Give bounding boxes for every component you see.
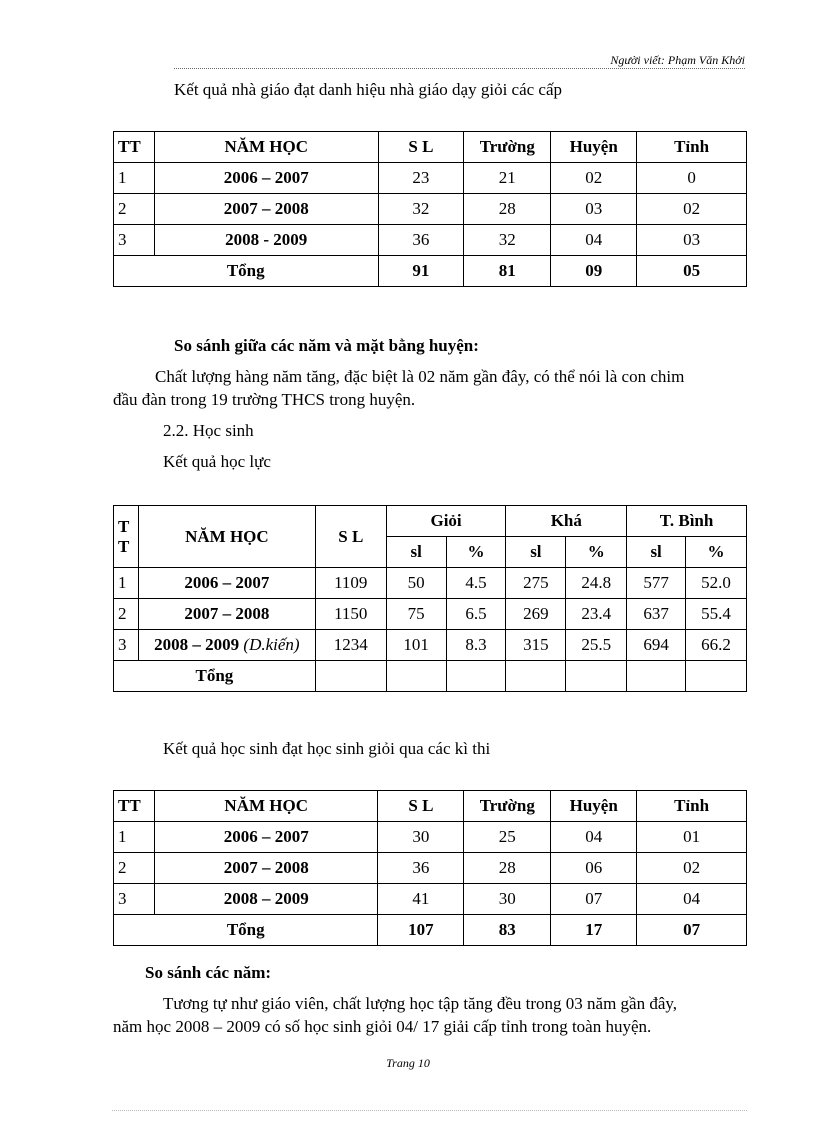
cell-sl: 23 xyxy=(378,163,464,194)
table-header-row xyxy=(114,791,747,822)
cell-kha-pct: 23.4 xyxy=(566,599,627,630)
table-row xyxy=(114,599,747,630)
page-number: Trang 10 xyxy=(386,1056,430,1070)
cell-truong: 25 xyxy=(464,822,551,853)
total-huyen: 09 xyxy=(551,256,637,287)
header-tt: T T xyxy=(114,506,139,568)
cell-truong: 21 xyxy=(464,163,551,194)
total-truong: 81 xyxy=(464,256,551,287)
total-gioi-pct xyxy=(446,661,506,692)
header-tt: TT xyxy=(114,791,155,822)
total-tinh: 07 xyxy=(637,915,747,946)
compare2-line2: năm học 2008 – 2009 có số học sinh giỏi 04/ 17 giải cấp tỉnh trong toàn huyện. xyxy=(113,1017,652,1036)
compare1-line1: Chất lượng hàng năm tăng, đặc biệt là 02 năm gần đây, có thể nói là con chim xyxy=(155,367,685,386)
cell-tt: 3 xyxy=(114,225,155,256)
cell-gioi-pct: 8.3 xyxy=(446,630,506,661)
cell-huyen: 02 xyxy=(551,163,637,194)
cell-sl: 41 xyxy=(378,884,464,915)
total-gioi-sl xyxy=(386,661,446,692)
table-total-row xyxy=(114,661,747,692)
cell-year: 2006 – 2007 xyxy=(154,163,378,194)
header-tinh: Tỉnh xyxy=(637,132,747,163)
table1-title: Kết quả nhà giáo đạt danh hiệu nhà giáo dạy giỏi các cấp xyxy=(174,80,563,99)
total-sl: 107 xyxy=(378,915,464,946)
cell-truong: 30 xyxy=(464,884,551,915)
cell-tb-sl: 577 xyxy=(627,568,686,599)
cell-tb-sl: 637 xyxy=(627,599,686,630)
compare1-line2: đầu đàn trong 19 trường THCS trong huyện. xyxy=(113,390,416,409)
cell-kha-pct: 25.5 xyxy=(566,630,627,661)
cell-truong: 32 xyxy=(464,225,551,256)
cell-tt: 2 xyxy=(114,853,155,884)
cell-tt: 1 xyxy=(114,163,155,194)
cell-huyen: 06 xyxy=(551,853,637,884)
cell-gioi-sl: 101 xyxy=(386,630,446,661)
teacher-award-table xyxy=(113,131,747,287)
cell-sl: 1109 xyxy=(315,568,386,599)
table-total-row xyxy=(114,256,747,287)
cell-year-text: 2007 – 2008 xyxy=(184,604,270,623)
cell-gioi-pct: 6.5 xyxy=(446,599,506,630)
cell-kha-pct: 24.8 xyxy=(566,568,627,599)
total-huyen: 17 xyxy=(551,915,637,946)
cell-gioi-pct: 4.5 xyxy=(446,568,506,599)
cell-tinh: 01 xyxy=(637,822,747,853)
total-tb-pct xyxy=(686,661,747,692)
header-gioi-pct: % xyxy=(446,537,506,568)
table-row xyxy=(114,194,747,225)
cell-huyen: 03 xyxy=(551,194,637,225)
cell-tb-pct: 52.0 xyxy=(686,568,747,599)
header-truong: Trường xyxy=(464,132,551,163)
header-truong: Trường xyxy=(464,791,551,822)
header-kha: Khá xyxy=(506,506,627,537)
cell-tt: 1 xyxy=(114,822,155,853)
table-header-row xyxy=(114,132,747,163)
header-kha-pct: % xyxy=(566,537,627,568)
cell-year: 2008 - 2009 xyxy=(154,225,378,256)
total-label: Tổng xyxy=(114,661,316,692)
cell-gioi-sl: 50 xyxy=(386,568,446,599)
header-author: Người viết: Phạm Văn Khởi xyxy=(610,53,745,67)
cell-year xyxy=(138,599,315,630)
header-tb: T. Bình xyxy=(627,506,747,537)
cell-tinh: 03 xyxy=(637,225,747,256)
table3-title: Kết quả học sinh đạt học sinh giỏi qua các kì thi xyxy=(163,739,491,758)
header-year: NĂM HỌC xyxy=(154,132,378,163)
header-huyen: Huyện xyxy=(551,132,637,163)
cell-year-text: 2008 – 2009 xyxy=(154,635,240,654)
table-total-row xyxy=(114,915,747,946)
cell-year: 2007 – 2008 xyxy=(154,853,378,884)
cell-huyen: 04 xyxy=(551,225,637,256)
header-huyen: Huyện xyxy=(551,791,637,822)
cell-kha-sl: 315 xyxy=(506,630,566,661)
cell-kha-sl: 269 xyxy=(506,599,566,630)
table-row xyxy=(114,163,747,194)
table-row xyxy=(114,568,747,599)
table2-title: Kết quả học lực xyxy=(163,452,271,471)
compare2-line1: Tương tự như giáo viên, chất lượng học tập tăng đều trong 03 năm gần đây, xyxy=(163,994,678,1013)
cell-tt: 1 xyxy=(114,568,139,599)
cell-gioi-sl: 75 xyxy=(386,599,446,630)
cell-sl: 36 xyxy=(378,225,464,256)
cell-year xyxy=(138,568,315,599)
cell-truong: 28 xyxy=(464,194,551,225)
table-header-row xyxy=(114,506,747,537)
header-year: NĂM HỌC xyxy=(138,506,315,568)
cell-sl: 36 xyxy=(378,853,464,884)
cell-tb-sl: 694 xyxy=(627,630,686,661)
total-kha-pct xyxy=(566,661,627,692)
cell-huyen: 07 xyxy=(551,884,637,915)
header-tt: TT xyxy=(114,132,155,163)
cell-tinh: 04 xyxy=(637,884,747,915)
table-row xyxy=(114,225,747,256)
cell-huyen: 04 xyxy=(551,822,637,853)
cell-sl: 1234 xyxy=(315,630,386,661)
cell-year-text: 2006 – 2007 xyxy=(184,573,270,592)
header-gioi-sl: sl xyxy=(386,537,446,568)
header-sl: S L xyxy=(378,791,464,822)
cell-tt: 2 xyxy=(114,599,139,630)
table-row xyxy=(114,822,747,853)
cell-year xyxy=(138,630,315,661)
table-row xyxy=(114,630,747,661)
total-sl: 91 xyxy=(378,256,464,287)
header-tb-pct: % xyxy=(686,537,747,568)
total-label: Tổng xyxy=(114,915,378,946)
header-gioi: Giỏi xyxy=(386,506,506,537)
cell-kha-sl: 275 xyxy=(506,568,566,599)
cell-tb-pct: 55.4 xyxy=(686,599,747,630)
total-label: Tổng xyxy=(114,256,379,287)
total-kha-sl xyxy=(506,661,566,692)
cell-tb-pct: 66.2 xyxy=(686,630,747,661)
cell-tt: 3 xyxy=(114,630,139,661)
table-row xyxy=(114,884,747,915)
cell-tinh: 02 xyxy=(637,853,747,884)
cell-year: 2008 – 2009 xyxy=(154,884,378,915)
academic-result-table xyxy=(113,505,747,692)
cell-truong: 28 xyxy=(464,853,551,884)
header-sl: S L xyxy=(315,506,386,568)
header-year: NĂM HỌC xyxy=(154,791,378,822)
total-truong: 83 xyxy=(464,915,551,946)
student-award-table xyxy=(113,790,747,946)
footer-rule xyxy=(112,1110,747,1111)
table-row xyxy=(114,853,747,884)
cell-year: 2006 – 2007 xyxy=(154,822,378,853)
header-tb-sl: sl xyxy=(627,537,686,568)
header-kha-sl: sl xyxy=(506,537,566,568)
cell-sl: 30 xyxy=(378,822,464,853)
cell-tt: 3 xyxy=(114,884,155,915)
header-tinh: Tỉnh xyxy=(637,791,747,822)
cell-tinh: 0 xyxy=(637,163,747,194)
section-heading: 2.2. Học sinh xyxy=(163,421,254,440)
total-sl xyxy=(315,661,386,692)
cell-tinh: 02 xyxy=(637,194,747,225)
total-tb-sl xyxy=(627,661,686,692)
header-sl: S L xyxy=(378,132,464,163)
total-tinh: 05 xyxy=(637,256,747,287)
cell-year-note: (D.kiến) xyxy=(243,635,300,654)
cell-sl: 32 xyxy=(378,194,464,225)
cell-sl: 1150 xyxy=(315,599,386,630)
cell-tt: 2 xyxy=(114,194,155,225)
compare2-title: So sánh các năm: xyxy=(145,963,272,982)
compare1-title: So sánh giữa các năm và mặt bằng huyện: xyxy=(174,336,479,355)
cell-year: 2007 – 2008 xyxy=(154,194,378,225)
